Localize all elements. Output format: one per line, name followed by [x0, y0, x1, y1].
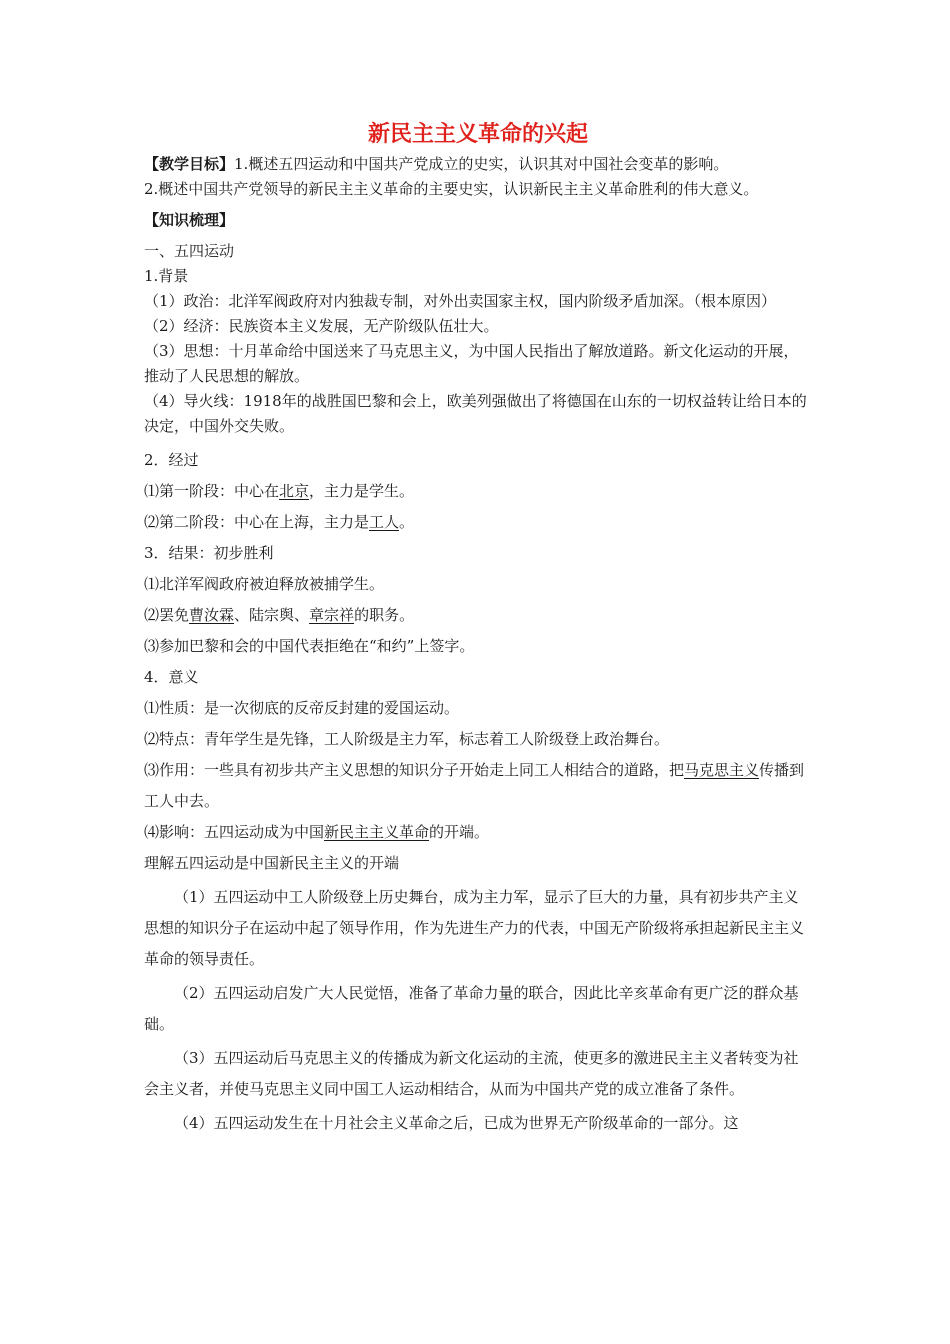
text: 传播到工人中去。 — [144, 761, 805, 810]
understand-paragraph: （1）五四运动中工人阶级登上历史舞台，成为主力军，显示了巨大的力量，具有初步共产主义思想的知识分子在运动中起了领导作用，作为先进生产力的代表，中国无产阶级将承担起新民主主义革命的领导责任。 — [144, 888, 805, 968]
result-item: ⑶参加巴黎和会的中国代表拒绝在“和约”上签字。 — [144, 637, 475, 655]
objectives-text-1: 1.概述五四运动和中国共产党成立的史实，认识其对中国社会变革的影响。 — [234, 155, 729, 173]
background-item: （3）思想：十月革命给中国送来了马克思主义，为中国人民指出了解放道路。新文化运动的开展，推动了人民思想的解放。 — [144, 342, 799, 385]
underlined-term: 马克思主义 — [684, 761, 760, 779]
significance-item: ⑴性质：是一次彻底的反帝反封建的爱国运动。 — [144, 699, 460, 717]
understand-paragraph: （3）五四运动后马克思主义的传播成为新文化运动的主流，使更多的激进民主主义者转变为社会主义者，并使马克思主义同中国工人运动相结合，从而为中国共产党的成立准备了条件。 — [144, 1049, 799, 1098]
significance-item — [144, 755, 812, 817]
objectives-text-2: 2.概述中国共产党领导的新民主主义革命的主要史实，认识新民主主义革命胜利的伟大意义。 — [144, 180, 759, 198]
underlined-term: 工人 — [369, 513, 400, 531]
underlined-term: 曹汝霖 — [189, 606, 235, 624]
text: ，主力是学生。 — [309, 482, 415, 500]
text: ⑷影响：五四运动成为中国 — [144, 823, 325, 841]
result-heading: 3．结果：初步胜利 — [144, 544, 274, 562]
result-item: ⑴北洋军阀政府被迫释放被捕学生。 — [144, 575, 385, 593]
underlined-term: 北京 — [279, 482, 310, 500]
result-item — [144, 600, 812, 631]
knowledge-label: 【知识梳理】 — [144, 211, 235, 229]
document-page — [144, 118, 812, 1139]
text: ⑵罢免 — [144, 606, 190, 624]
background-item: （2）经济：民族资本主义发展，无产阶级队伍壮大。 — [144, 317, 499, 335]
text: ⑵第二阶段：中心在上海，主力是 — [144, 513, 370, 531]
text: ⑴第一阶段：中心在 — [144, 482, 280, 500]
underlined-term: 新民主主义革命 — [324, 823, 430, 841]
process-item — [144, 476, 812, 507]
background-heading: 1.背景 — [144, 267, 189, 285]
section-heading: 一、五四运动 — [144, 242, 235, 260]
objectives-label: 【教学目标】 — [144, 155, 235, 173]
objectives-line — [144, 152, 812, 177]
text: ⑶作用：一些具有初步共产主义思想的知识分子开始走上同工人相结合的道路，把 — [144, 761, 685, 779]
significance-heading: 4．意义 — [144, 668, 199, 686]
understand-heading: 理解五四运动是中国新民主主义的开端 — [144, 854, 400, 872]
background-item: （4）导火线：1918年的战胜国巴黎和会上，欧美列强做出了将德国在山东的一切权益转让给日本的决定，中国外交失败。 — [144, 392, 807, 435]
significance-item — [144, 817, 812, 848]
text: 。 — [399, 513, 415, 531]
process-item — [144, 507, 812, 538]
process-heading: 2．经过 — [144, 451, 199, 469]
understand-paragraph: （4）五四运动发生在十月社会主义革命之后，已成为世界无产阶级革命的一部分。这 — [174, 1114, 739, 1132]
text: 、陆宗舆、 — [234, 606, 310, 624]
background-item: （1）政治：北洋军阀政府对内独裁专制，对外出卖国家主权，国内阶级矛盾加深。（根本原因） — [144, 292, 777, 310]
text: 的职务。 — [354, 606, 415, 624]
underlined-term: 章宗祥 — [309, 606, 355, 624]
understand-paragraph: （2）五四运动启发广大人民觉悟，准备了革命力量的联合，因此比辛亥革命有更广泛的群众基础。 — [144, 984, 799, 1033]
significance-item: ⑵特点：青年学生是先锋，工人阶级是主力军，标志着工人阶级登上政治舞台。 — [144, 730, 670, 748]
text: 的开端。 — [429, 823, 490, 841]
page-title: 新民主主义革命的兴起 — [367, 122, 588, 147]
